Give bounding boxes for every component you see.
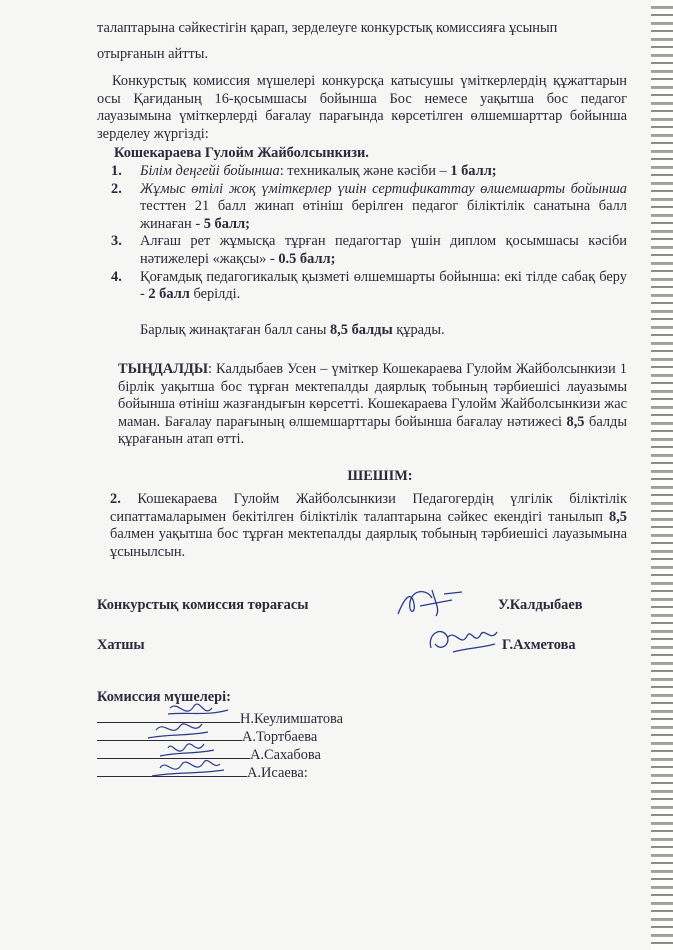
member-name: А.Сахабова — [250, 747, 321, 763]
heard-label: ТЫҢДАЛДЫ — [118, 361, 208, 377]
criteria-text: Қоғамдық педагогикалық қызметі өлшемшарты бойынша: екі тілде сабақ беру - — [140, 268, 627, 303]
chair-signature — [392, 584, 470, 622]
chair-title: Конкурстық комиссия төрағасы — [97, 597, 309, 613]
heard-score: 8,5 — [566, 413, 585, 430]
criteria-points: 2 балл — [148, 286, 190, 303]
criteria-points: 1 балл; — [450, 163, 497, 179]
decision-score: 8,5 — [609, 508, 627, 525]
decision-paragraph — [110, 491, 627, 561]
members-signatures — [108, 698, 248, 790]
decision-text: Кошекараева Гулойм Жайболсынкизи Педагогердің үлгілік біліктілік сипаттамаларымен бекітілген біліктілік талаптарына сәйкес екендігі танылып — [110, 491, 627, 525]
member-name: А.Тортбаева — [242, 729, 318, 745]
intro-line-2 — [97, 46, 627, 64]
total-score-line — [140, 322, 445, 340]
criteria-tail: берілді. — [189, 286, 241, 303]
members-title: Комиссия мүшелері: — [97, 689, 231, 705]
intro-text-1: талаптарына сәйкестігін қарап, зерделеуге конкурстық комиссияға ұсынып — [97, 20, 558, 36]
total-prefix: Барлық жинақтаған балл саны — [140, 322, 330, 338]
criteria-label: Жұмыс өтілі жоқ үміткерлер үшін сертификаттау өлшемшарты бойынша — [140, 180, 627, 197]
total-suffix: құрады. — [392, 322, 445, 338]
criteria-points: 0.5 балл; — [278, 250, 336, 267]
criteria-number: 2. — [111, 180, 122, 197]
heard-paragraph — [118, 361, 627, 449]
member-name: А.Исаева: — [247, 765, 308, 781]
total-value: 8,5 балды — [329, 322, 393, 338]
secretary-signature — [423, 618, 503, 660]
heard-text: : Калдыбаев Усен – үміткер Кошекараева Гулойм Жайболсынкизи 1 бірлік уақытша бос тұрған мектепалды даярлық тобының тәрбиешісі лауазымы бойынша өтініш жазғандығын көрсетті. Кошекараева Гулойм Жайболсынкизи жас маман. Бағалау парағының өлшемшарттары бойынша бағалау нәтижесі — [118, 361, 627, 430]
intro-line-1 — [97, 20, 627, 38]
candidate-name: Кошекараева Гулойм Жайболсынкизи. — [114, 145, 369, 161]
intro-paragraph — [97, 73, 627, 143]
criteria-item — [97, 181, 627, 234]
criteria-number: 4. — [111, 268, 122, 285]
criteria-points: 5 балл; — [203, 215, 250, 232]
scan-edge-artifact — [651, 0, 673, 950]
intro-text-2: отырғанын айтты. — [97, 46, 209, 62]
criteria-list — [97, 163, 627, 304]
criteria-label: Білім деңгейі бойынша — [140, 163, 280, 179]
decision-text-end: балмен уақытша бос тұрған мектепалды даярлық тобының тәрбиешісі лауазымына ұсынылсын. — [110, 526, 627, 560]
criteria-text: Алғаш рет жұмысқа тұрған педагогтар үшін диплом қосымшасы кәсіби нәтижелері «жақсы» - — [140, 233, 627, 267]
criteria-number: 1. — [111, 163, 122, 179]
chair-name: У.Калдыбаев — [498, 597, 583, 613]
decision-heading: ШЕШІМ: — [347, 468, 413, 484]
secretary-name: Г.Ахметова — [502, 637, 576, 653]
heard-text-end: балды құрағанын атап өтті. — [118, 413, 628, 448]
secretary-title: Хатшы — [97, 637, 145, 653]
criteria-text: : техникалық және кәсіби – — [279, 163, 451, 179]
decision-number: 2. — [110, 491, 121, 507]
criteria-item — [97, 163, 627, 181]
criteria-item — [97, 233, 627, 268]
criteria-item — [97, 269, 627, 304]
member-name: Н.Кеулимшатова — [240, 711, 344, 727]
intro-paragraph-text: Конкурстық комиссия мүшелері конкурсқа катысушы үміткерлердің құжаттарын осы Қағиданың 16-қосымшасы бойынша Бос немесе уақытша бос педагог лауазымына үміткерлерді бағалау парағында көрсетілген өлшемшарттар бойынша зерделеу жүргізді: — [97, 73, 627, 142]
criteria-text: тесттен 21 балл жинап өтініш берілген педагог біліктілік санатына балл жинаған - — [140, 198, 627, 232]
criteria-number: 3. — [111, 233, 122, 250]
